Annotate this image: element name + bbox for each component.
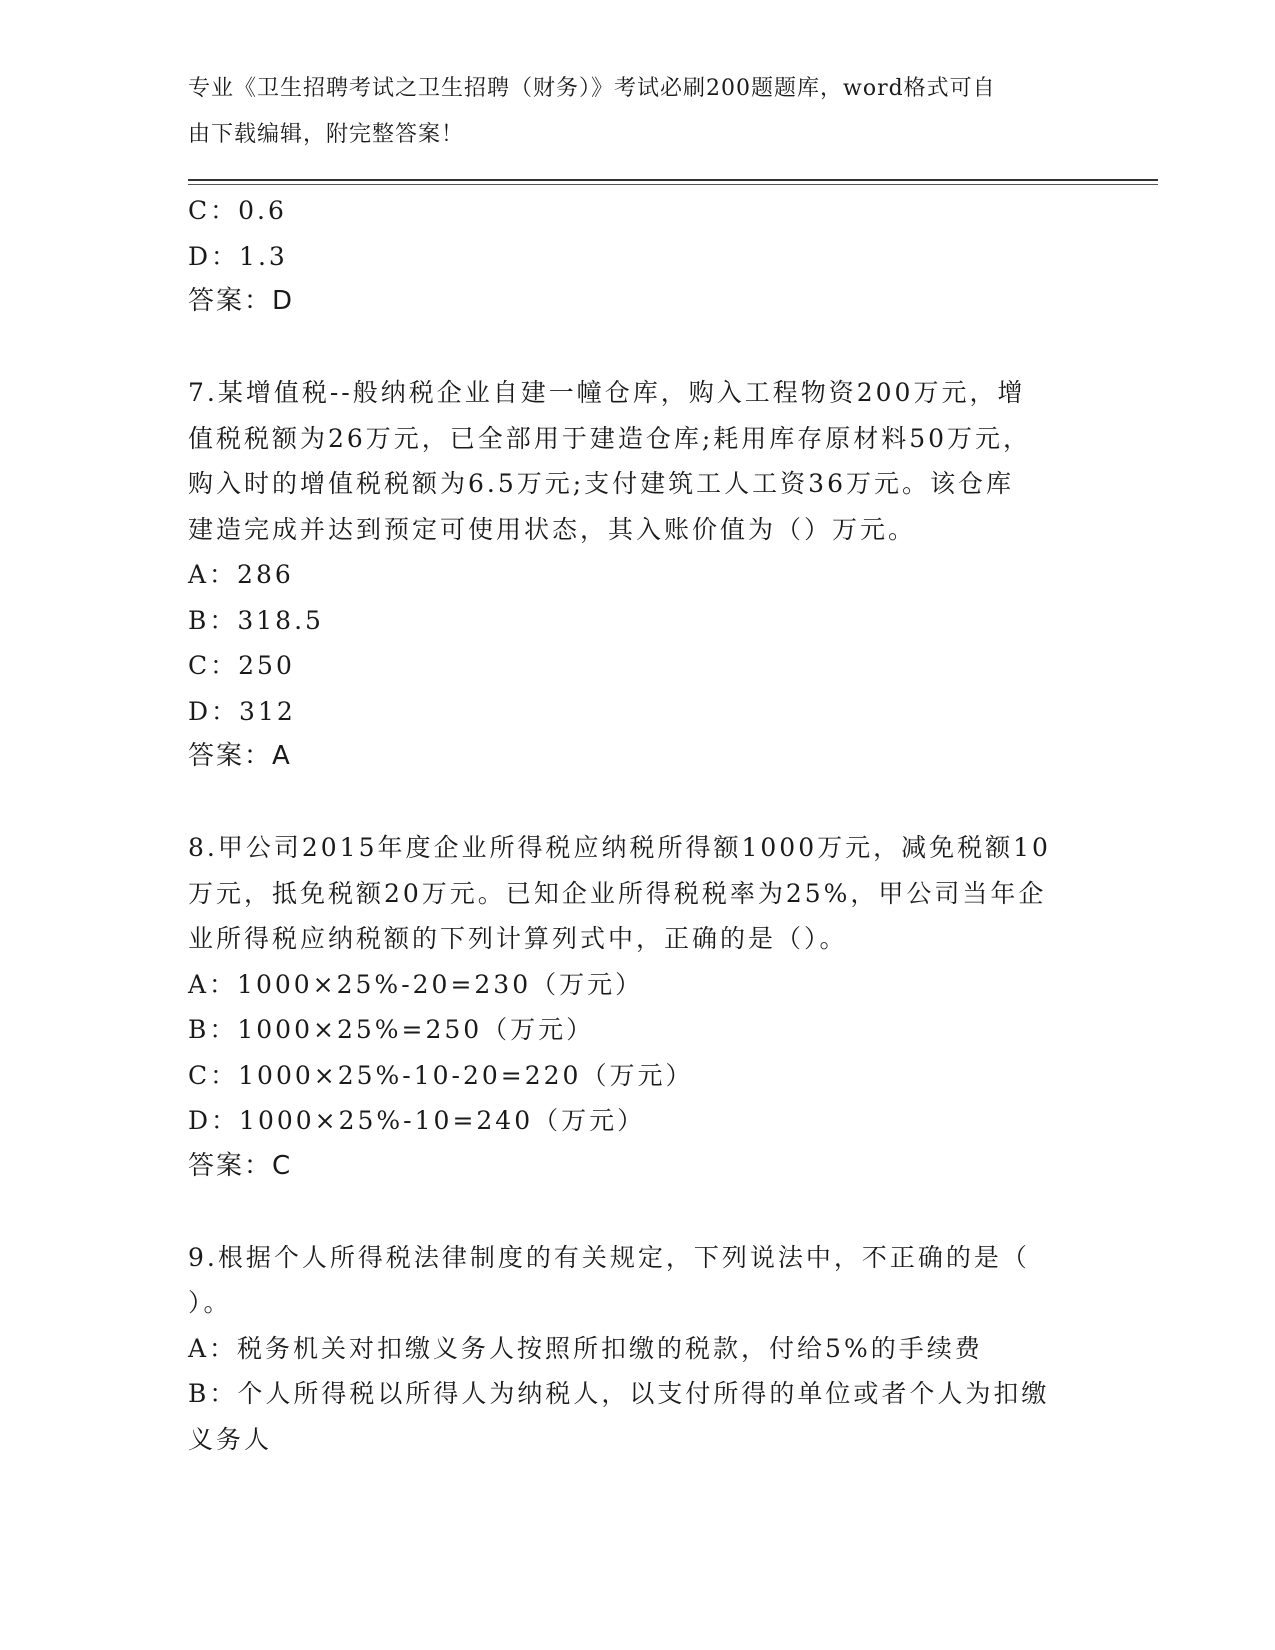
q7-stem-line-4: 建造完成并达到预定可使用状态，其入账价值为（）万元。 (188, 514, 917, 544)
q7-option-c: C：250 (188, 651, 295, 680)
q7-answer: 答案：A (188, 741, 292, 771)
q8-answer: 答案：C (188, 1150, 293, 1181)
question-7 (188, 370, 1078, 780)
header-line-1: 专业《卫生招聘考试之卫生招聘（财务）》考试必刷200题题库，word格式可自 (188, 76, 996, 101)
q9-stem-line-2: ）。 (188, 1288, 232, 1317)
header-rule-thick (188, 179, 1158, 181)
q9-stem-line-1: 9.根据个人所得税法律制度的有关规定，下列说法中，不正确的是（ (188, 1242, 1030, 1272)
q8-option-c: C：1000×25%-10-20=220（万元） (188, 1060, 694, 1090)
spacer (188, 1189, 1078, 1235)
question-8 (188, 825, 1078, 1189)
q7-stem-line-2: 值税税额为26万元，已全部用于建造仓库;耗用库存原材料50万元， (188, 423, 1032, 453)
q9-option-b-line-2: 义务人 (188, 1424, 273, 1454)
spacer (188, 780, 1078, 826)
q7-option-a: A：286 (188, 560, 294, 589)
page-header (188, 70, 1068, 161)
q7-stem-line-3: 购入时的增值税税额为6.5万元;支付建筑工人工资36万元。该仓库 (188, 469, 1014, 498)
q8-option-d: D：1000×25%-10=240（万元） (188, 1106, 646, 1135)
q7-stem-line-1: 7.某增值税--般纳税企业自建一幢仓库，购入工程物资200万元，增 (188, 378, 1026, 407)
q9-option-a: A：税务机关对扣缴义务人按照所扣缴的税款，付给5%的手续费 (188, 1333, 983, 1363)
q7-option-d: D：312 (188, 696, 296, 726)
question-content (188, 188, 1078, 1462)
q9-option-b-line-1: B：个人所得税以所得人为纳税人，以支付所得的单位或者个人为扣缴 (188, 1379, 1050, 1408)
spacer (188, 325, 1078, 371)
q6-answer: 答案：D (188, 286, 295, 316)
header-rule-thin (188, 184, 1158, 185)
q8-stem-line-3: 业所得税应纳税额的下列计算列式中，正确的是（）。 (188, 924, 848, 953)
question-6-partial (188, 188, 1078, 325)
question-9 (188, 1235, 1078, 1463)
q6-option-d: D：1.3 (188, 241, 288, 271)
q8-stem-line-2: 万元，抵免税额20万元。已知企业所得税税率为25%，甲公司当年企 (188, 878, 1047, 908)
q6-option-c: C：0.6 (188, 196, 287, 225)
q8-option-b: B：1000×25%=250（万元） (188, 1015, 595, 1044)
header-line-2: 由下载编辑，附完整答案！ (188, 121, 465, 147)
q8-option-a: A：1000×25%-20=230（万元） (188, 969, 644, 999)
q7-option-b: B：318.5 (188, 605, 324, 635)
q8-stem-line-1: 8.甲公司2015年度企业所得税应纳税所得额1000万元，减免税额10 (188, 833, 1051, 862)
